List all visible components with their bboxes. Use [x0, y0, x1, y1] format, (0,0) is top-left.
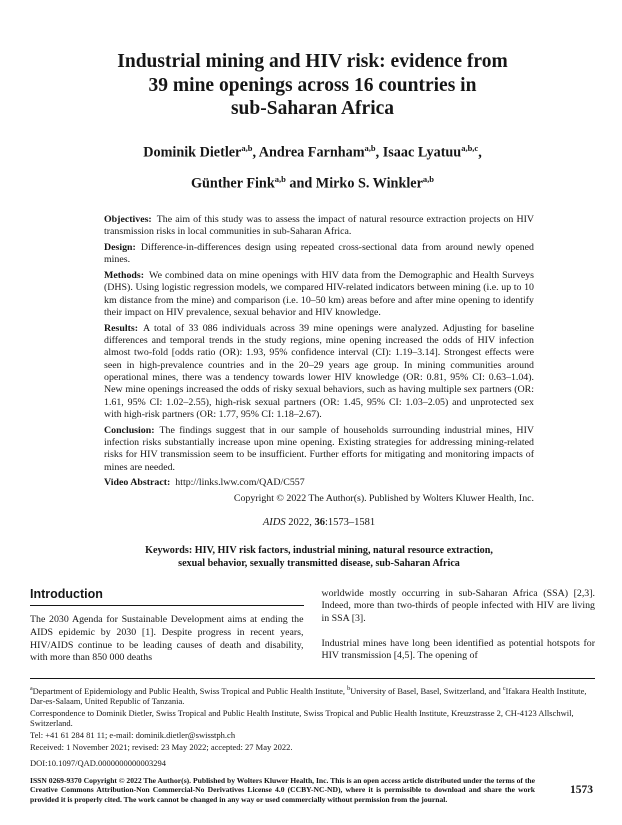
video-abstract-line	[104, 477, 534, 489]
abstract-section-label: Conclusion:	[104, 424, 155, 436]
author-affiliation-marker: a,b	[364, 142, 376, 153]
abstract-results	[104, 323, 534, 421]
right-column	[322, 588, 596, 665]
intro-paragraph: The 2030 Agenda for Sustainable Development aims at ending the AIDS epidemic by 2030 [1]. Despite progress in recent years, HIV/AIDS continue to be leading causes of death and disability, with more than 850 000 deaths	[30, 614, 304, 664]
article-title-line: Industrial mining and HIV risk: evidence from	[117, 51, 508, 72]
keywords-block	[104, 544, 534, 570]
affiliation-marker: b	[347, 685, 351, 692]
affiliations-footnote	[30, 684, 595, 707]
abstract-section-label: Design:	[104, 242, 136, 254]
affiliation-marker: a	[30, 685, 33, 692]
abstract-copyright-line: Copyright © 2022 The Author(s). Published by Wolters Kluwer Health, Inc.	[233, 493, 534, 505]
author-name: Dominik Dietler	[143, 144, 242, 161]
section-heading-introduction: Introduction	[30, 588, 304, 607]
page-number: 1573	[570, 784, 593, 797]
article-title	[30, 50, 595, 121]
author-name: Andrea Farnham	[258, 144, 365, 161]
abstract-design	[104, 242, 534, 267]
author-affiliation-marker: a,b	[422, 174, 434, 185]
keywords-line: sexual behavior, sexually transmitted disease, sub-Saharan Africa	[178, 557, 460, 569]
abstract-section-text: The findings suggest that in our sample of households surrounding industrial mines, HIV infection risks substantially increase upon mine opening. Existing strategies for addressing mining-related risks for HIV transmission seem to be insufficient. Further efforts for mitigating and monitoring impacts of mines are needed.	[104, 424, 534, 473]
video-abstract-label: Video Abstract:	[104, 477, 171, 489]
structured-abstract	[104, 214, 534, 570]
intro-paragraph: worldwide mostly occurring in sub-Saharan Africa (SSA) [2,3]. Indeed, more than two-thirds of people infected with HIV are living in SSA [3].	[321, 587, 595, 624]
abstract-conclusion	[104, 425, 534, 474]
abstract-section-text: A total of 33 086 individuals across 39 mine openings were analyzed. Adjusting for baseline differences and temporal trends in the study regions, mine opening increased the odds of HIV infection almost two-fold [odds ratio (OR): 1.93, 95% confidence interval (CI): 1.19–3.14]. Strongest effects were seen in high-prevalence countries and in the 20–29 years age group. In mining communities around operational mines, there was a tendency towards lower HIV knowledge (OR: 0.81, 95% CI: 0.63–1.04). New mine openings increased the odds of risky sexual behaviors, such as having multiple sex partners (OR: 1.61, 95% CI: 1.02–2.55), high-risk sexual partners (OR: 1.45, 95% CI: 1.03–2.05) and unprotected sex with high-risk partners (OR: 1.77, 95% CI: 1.18–2.67).	[104, 322, 534, 420]
author-name: Günther Fink	[191, 175, 275, 192]
author-separator: ,	[252, 144, 259, 161]
author-separator: ,	[478, 144, 482, 161]
author-line-2	[30, 166, 595, 198]
author-name: Isaac Lyatuu	[382, 144, 462, 161]
page-footer	[30, 776, 595, 804]
affiliation-marker: c	[502, 685, 506, 692]
journal-name: AIDS	[262, 516, 286, 528]
author-separator: ,	[375, 144, 383, 161]
two-column-body	[30, 588, 595, 665]
citation-year: 2022,	[285, 516, 315, 528]
author-list	[30, 135, 595, 198]
abstract-section-text: The aim of this study was to assess the impact of natural resource extraction projects on HIV transmission risks in local communities in sub-Saharan Africa.	[104, 213, 534, 238]
author-name: Mirko S. Winkler	[315, 175, 423, 192]
abstract-methods	[104, 270, 534, 319]
footnote-block	[30, 678, 595, 768]
correspondence-footnote: Correspondence to Dominik Dietler, Swiss Tropical and Public Health Institute, Swiss Tropical and Public Health Institute, Kreuzstrasse 2, CH-4123 Allschwil, Switzerland.	[30, 707, 574, 729]
doi-line: DOI:10.1097/QAD.0000000000003294	[30, 757, 166, 768]
journal-citation	[104, 517, 534, 529]
received-dates-footnote: Received: 1 November 2021; revised: 23 May 2022; accepted: 27 May 2022.	[30, 742, 293, 753]
author-line-1	[30, 135, 595, 167]
video-abstract-link[interactable]: http://links.lww.com/QAD/C557	[175, 477, 305, 489]
abstract-objectives	[104, 214, 534, 239]
keywords-line: Keywords: HIV, HIV risk factors, industrial mining, natural resource extraction,	[145, 544, 493, 556]
abstract-section-text: We combined data on mine openings with HIV data from the Demographic and Health Surveys (DHS). Using logistic regression models, we compared HIV-related indicators between mining (i.e. up to 10 km distance from the mine) and comparison (i.e. 10–50 km) areas before and after mine opening to identify their impact on HIV prevalence, sexual behavior and HIV knowledge.	[104, 270, 534, 319]
issn-copyright-text: ISSN 0269-9370 Copyright © 2022 The Author(s). Published by Wolters Kluwer Health, Inc. This is an open access article distributed under the terms of the Creative Commons Attribution-Non Commercial-No Derivatives License 4.0 (CCBY-NC-ND), where it is permissible to download and share the work provided it is properly cited. The work cannot be changed in any way or used commercially without permission from the journal.	[30, 775, 535, 804]
affiliation-text: Ifakara Health Institute, Dar-es-Salaam, United Republic of Tanzania.	[30, 685, 587, 706]
contact-footnote	[30, 730, 595, 740]
author-affiliation-marker: a,b	[274, 174, 286, 185]
email-link[interactable]: dominik.dietler@swisstph.ch	[135, 730, 236, 741]
author-affiliation-marker: a,b,c	[461, 142, 479, 153]
citation-pages: :1573–1581	[324, 516, 376, 528]
citation-volume: 36	[314, 516, 325, 528]
left-column	[30, 588, 304, 665]
abstract-section-text: Difference-in-differences design using repeated cross-sectional data from around newly opened mines.	[104, 242, 534, 266]
abstract-section-label: Objectives:	[104, 213, 152, 225]
article-title-line: sub-Saharan Africa	[230, 98, 395, 119]
author-affiliation-marker: a,b	[241, 142, 253, 153]
affiliation-text: University of Basel, Basel, Switzerland, and	[350, 685, 503, 696]
author-separator: and	[285, 175, 316, 192]
intro-paragraph: Industrial mines have long been identified as potential hotspots for HIV transmission [4,5]. The opening of	[321, 637, 595, 662]
article-title-line: 39 mine openings across 16 countries in	[148, 74, 477, 96]
abstract-section-label: Results:	[104, 322, 139, 334]
telephone-text: Tel: +41 61 284 81 11; e-mail:	[30, 730, 136, 741]
affiliation-text: Department of Epidemiology and Public Health, Swiss Tropical and Public Health Institute,	[32, 685, 348, 696]
abstract-section-label: Methods:	[104, 270, 145, 282]
